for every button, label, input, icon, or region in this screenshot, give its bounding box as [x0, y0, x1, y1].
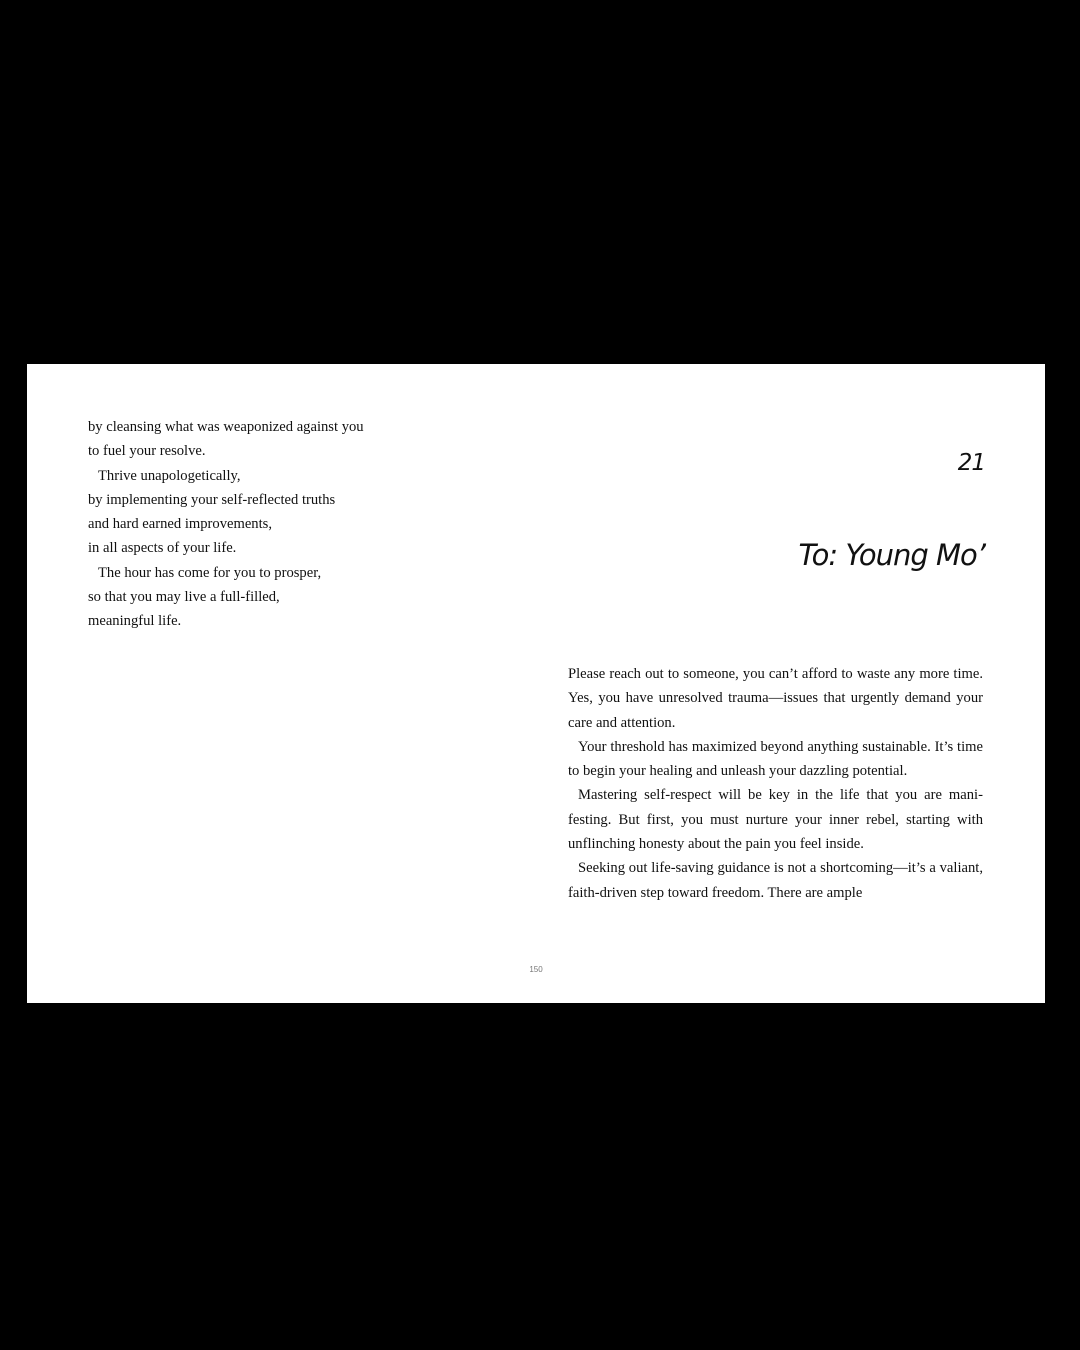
body-paragraph: Seeking out life-saving guidance is not a shortcoming—it’s a valiant, faith-driven step toward freedom. There are ample	[568, 860, 983, 901]
chapter-number: 21	[957, 450, 985, 476]
body-paragraph: Your threshold has maximized beyond anything sustainable. It’s time to begin your healing and unleash your dazzling potential.	[568, 738, 983, 780]
poem-line: by implementing your self-reflected truths	[88, 491, 336, 508]
poem-line: to fuel your resolve.	[88, 443, 206, 460]
poem-line: The hour has come for you to prosper,	[98, 564, 322, 581]
poem-line: in all aspects of your life.	[88, 540, 237, 557]
poem-line: so that you may live a full-filled,	[88, 589, 280, 606]
poem-line: and hard earned improvements,	[88, 516, 272, 533]
body-paragraph: Please reach out to someone, you can’t afford to waste any more time. Yes, you have unresolved trauma—issues that urgently demand your care and attention.	[568, 666, 983, 731]
body-paragraph: Mastering self-respect will be key in the life that you are manifesting. But first, you must nurture your inner rebel, starting with unflinching honesty about the pain you feel inside.	[568, 787, 983, 853]
chapter-title: To: Young Mo’	[798, 538, 985, 572]
page-number: 150	[529, 965, 543, 974]
left-page-text	[88, 415, 508, 634]
book-spread	[27, 364, 1045, 1003]
poem-line: by cleansing what was weaponized against you	[88, 419, 364, 435]
poem-line: Thrive unapologetically,	[98, 467, 241, 484]
right-page-body	[568, 662, 983, 905]
poem-line: meaningful life.	[88, 613, 182, 630]
